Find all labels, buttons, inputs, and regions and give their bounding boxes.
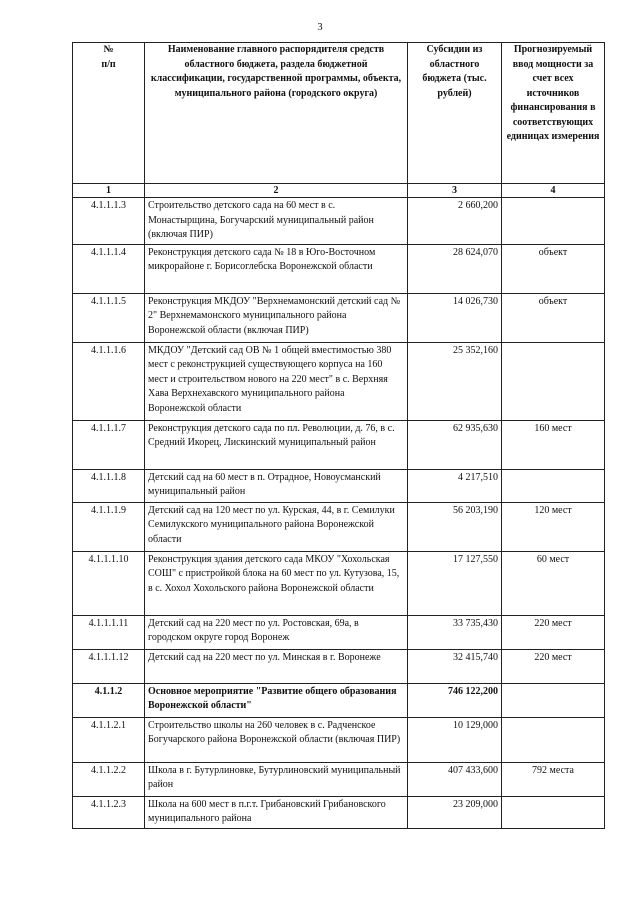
row-number: 4.1.1.1.7 bbox=[73, 420, 145, 469]
row-name: Реконструкция детского сада по пл. Революции, д. 76, в с. Средний Икорец, Лискинский муниципальный район bbox=[145, 420, 408, 469]
row-capacity: 160 мест bbox=[502, 420, 605, 469]
header-name: Наименование главного распорядителя средств областного бюджета, раздела бюджетной классификации, государственной программы, объекта, муниципального района (городского округа) bbox=[145, 43, 408, 184]
table-row bbox=[73, 420, 605, 469]
row-amount: 25 352,160 bbox=[408, 342, 502, 420]
row-amount: 14 026,730 bbox=[408, 293, 502, 342]
column-numbers-row bbox=[73, 184, 605, 198]
row-name: Школа на 600 мест в п.г.т. Грибановский Грибановского муниципального района bbox=[145, 796, 408, 828]
row-name: МКДОУ "Детский сад ОВ № 1 общей вместимостью 380 мест с реконструкцией существующего корпуса на 160 мест и строительством нового на 220 мест" в с. Верхняя Хава Верхнехавского муниципального района Воронежской области bbox=[145, 342, 408, 420]
row-number: 4.1.1.1.4 bbox=[73, 244, 145, 293]
column-number: 4 bbox=[502, 184, 605, 198]
header-number: № п/п bbox=[73, 43, 145, 184]
table-row bbox=[73, 683, 605, 717]
row-capacity bbox=[502, 796, 605, 828]
page-number: 3 bbox=[317, 22, 323, 33]
row-number: 4.1.1.1.11 bbox=[73, 615, 145, 649]
row-name: Детский сад на 220 мест по ул. Ростовская, 69а, в городском округе город Воронеж bbox=[145, 615, 408, 649]
row-number: 4.1.1.1.10 bbox=[73, 551, 145, 615]
row-amount: 10 129,000 bbox=[408, 717, 502, 762]
row-name: Детский сад на 220 мест по ул. Минская в г. Воронеже bbox=[145, 649, 408, 683]
row-capacity bbox=[502, 469, 605, 502]
row-number: 4.1.1.1.8 bbox=[73, 469, 145, 502]
row-capacity bbox=[502, 198, 605, 245]
column-number: 2 bbox=[145, 184, 408, 198]
table-header-row bbox=[73, 43, 605, 184]
table-row bbox=[73, 796, 605, 828]
row-number: 4.1.1.1.5 bbox=[73, 293, 145, 342]
row-number: 4.1.1.2.2 bbox=[73, 762, 145, 796]
row-amount: 17 127,550 bbox=[408, 551, 502, 615]
row-name: Реконструкция МКДОУ "Верхнемамонский детский сад № 2" Верхнемамонского муниципального района Воронежской области (включая ПИР) bbox=[145, 293, 408, 342]
row-name: Реконструкция детского сада № 18 в Юго-Восточном микрорайоне г. Борисоглебска Воронежской области bbox=[145, 244, 408, 293]
column-number: 3 bbox=[408, 184, 502, 198]
row-amount: 33 735,430 bbox=[408, 615, 502, 649]
header-capacity: Прогнозируемый ввод мощности за счет всех источников финансирования в соответствующих единицах измерения bbox=[502, 43, 605, 184]
table-row bbox=[73, 649, 605, 683]
row-number: 4.1.1.2.3 bbox=[73, 796, 145, 828]
row-number: 4.1.1.1.3 bbox=[73, 198, 145, 245]
row-name: Реконструкция здания детского сада МКОУ "Хохольская СОШ" с пристройкой блока на 60 мест по ул. Кутузова, 15, в с. Хохол Хохольского района Воронежской области bbox=[145, 551, 408, 615]
row-number: 4.1.1.2 bbox=[73, 683, 145, 717]
row-amount: 32 415,740 bbox=[408, 649, 502, 683]
row-name: Школа в г. Бутурлиновке, Бутурлиновский муниципальный район bbox=[145, 762, 408, 796]
row-amount: 746 122,200 bbox=[408, 683, 502, 717]
table-row bbox=[73, 762, 605, 796]
row-number: 4.1.1.1.9 bbox=[73, 502, 145, 551]
header-subsidy: Субсидии из областного бюджета (тыс. рублей) bbox=[408, 43, 502, 184]
row-number: 4.1.1.1.12 bbox=[73, 649, 145, 683]
table-row bbox=[73, 342, 605, 420]
table-row bbox=[73, 469, 605, 502]
row-name: Детский сад на 60 мест в п. Отрадное, Новоусманский муниципальный район bbox=[145, 469, 408, 502]
row-amount: 23 209,000 bbox=[408, 796, 502, 828]
row-capacity: объект bbox=[502, 244, 605, 293]
table-row bbox=[73, 615, 605, 649]
row-capacity: объект bbox=[502, 293, 605, 342]
row-capacity: 792 места bbox=[502, 762, 605, 796]
table-row bbox=[73, 198, 605, 245]
row-name: Строительство детского сада на 60 мест в с. Монастырщина, Богучарский муниципальный район (включая ПИР) bbox=[145, 198, 408, 245]
row-amount: 62 935,630 bbox=[408, 420, 502, 469]
table-row bbox=[73, 551, 605, 615]
row-name: Основное мероприятие "Развитие общего образования Воронежской области" bbox=[145, 683, 408, 717]
table-row bbox=[73, 293, 605, 342]
row-capacity bbox=[502, 342, 605, 420]
table-row bbox=[73, 502, 605, 551]
row-name: Детский сад на 120 мест по ул. Курская, 44, в г. Семилуки Семилукского муниципального района Воронежской области bbox=[145, 502, 408, 551]
row-number: 4.1.1.1.6 bbox=[73, 342, 145, 420]
table-row bbox=[73, 717, 605, 762]
row-amount: 2 660,200 bbox=[408, 198, 502, 245]
column-number: 1 bbox=[73, 184, 145, 198]
table-row bbox=[73, 244, 605, 293]
row-name: Строительство школы на 260 человек в с. Радченское Богучарского района Воронежской области (включая ПИР) bbox=[145, 717, 408, 762]
budget-table bbox=[72, 42, 605, 829]
row-capacity: 60 мест bbox=[502, 551, 605, 615]
row-capacity: 220 мест bbox=[502, 615, 605, 649]
row-capacity bbox=[502, 683, 605, 717]
row-amount: 56 203,190 bbox=[408, 502, 502, 551]
row-amount: 407 433,600 bbox=[408, 762, 502, 796]
row-capacity: 120 мест bbox=[502, 502, 605, 551]
row-amount: 28 624,070 bbox=[408, 244, 502, 293]
row-amount: 4 217,510 bbox=[408, 469, 502, 502]
row-capacity bbox=[502, 717, 605, 762]
row-capacity: 220 мест bbox=[502, 649, 605, 683]
row-number: 4.1.1.2.1 bbox=[73, 717, 145, 762]
